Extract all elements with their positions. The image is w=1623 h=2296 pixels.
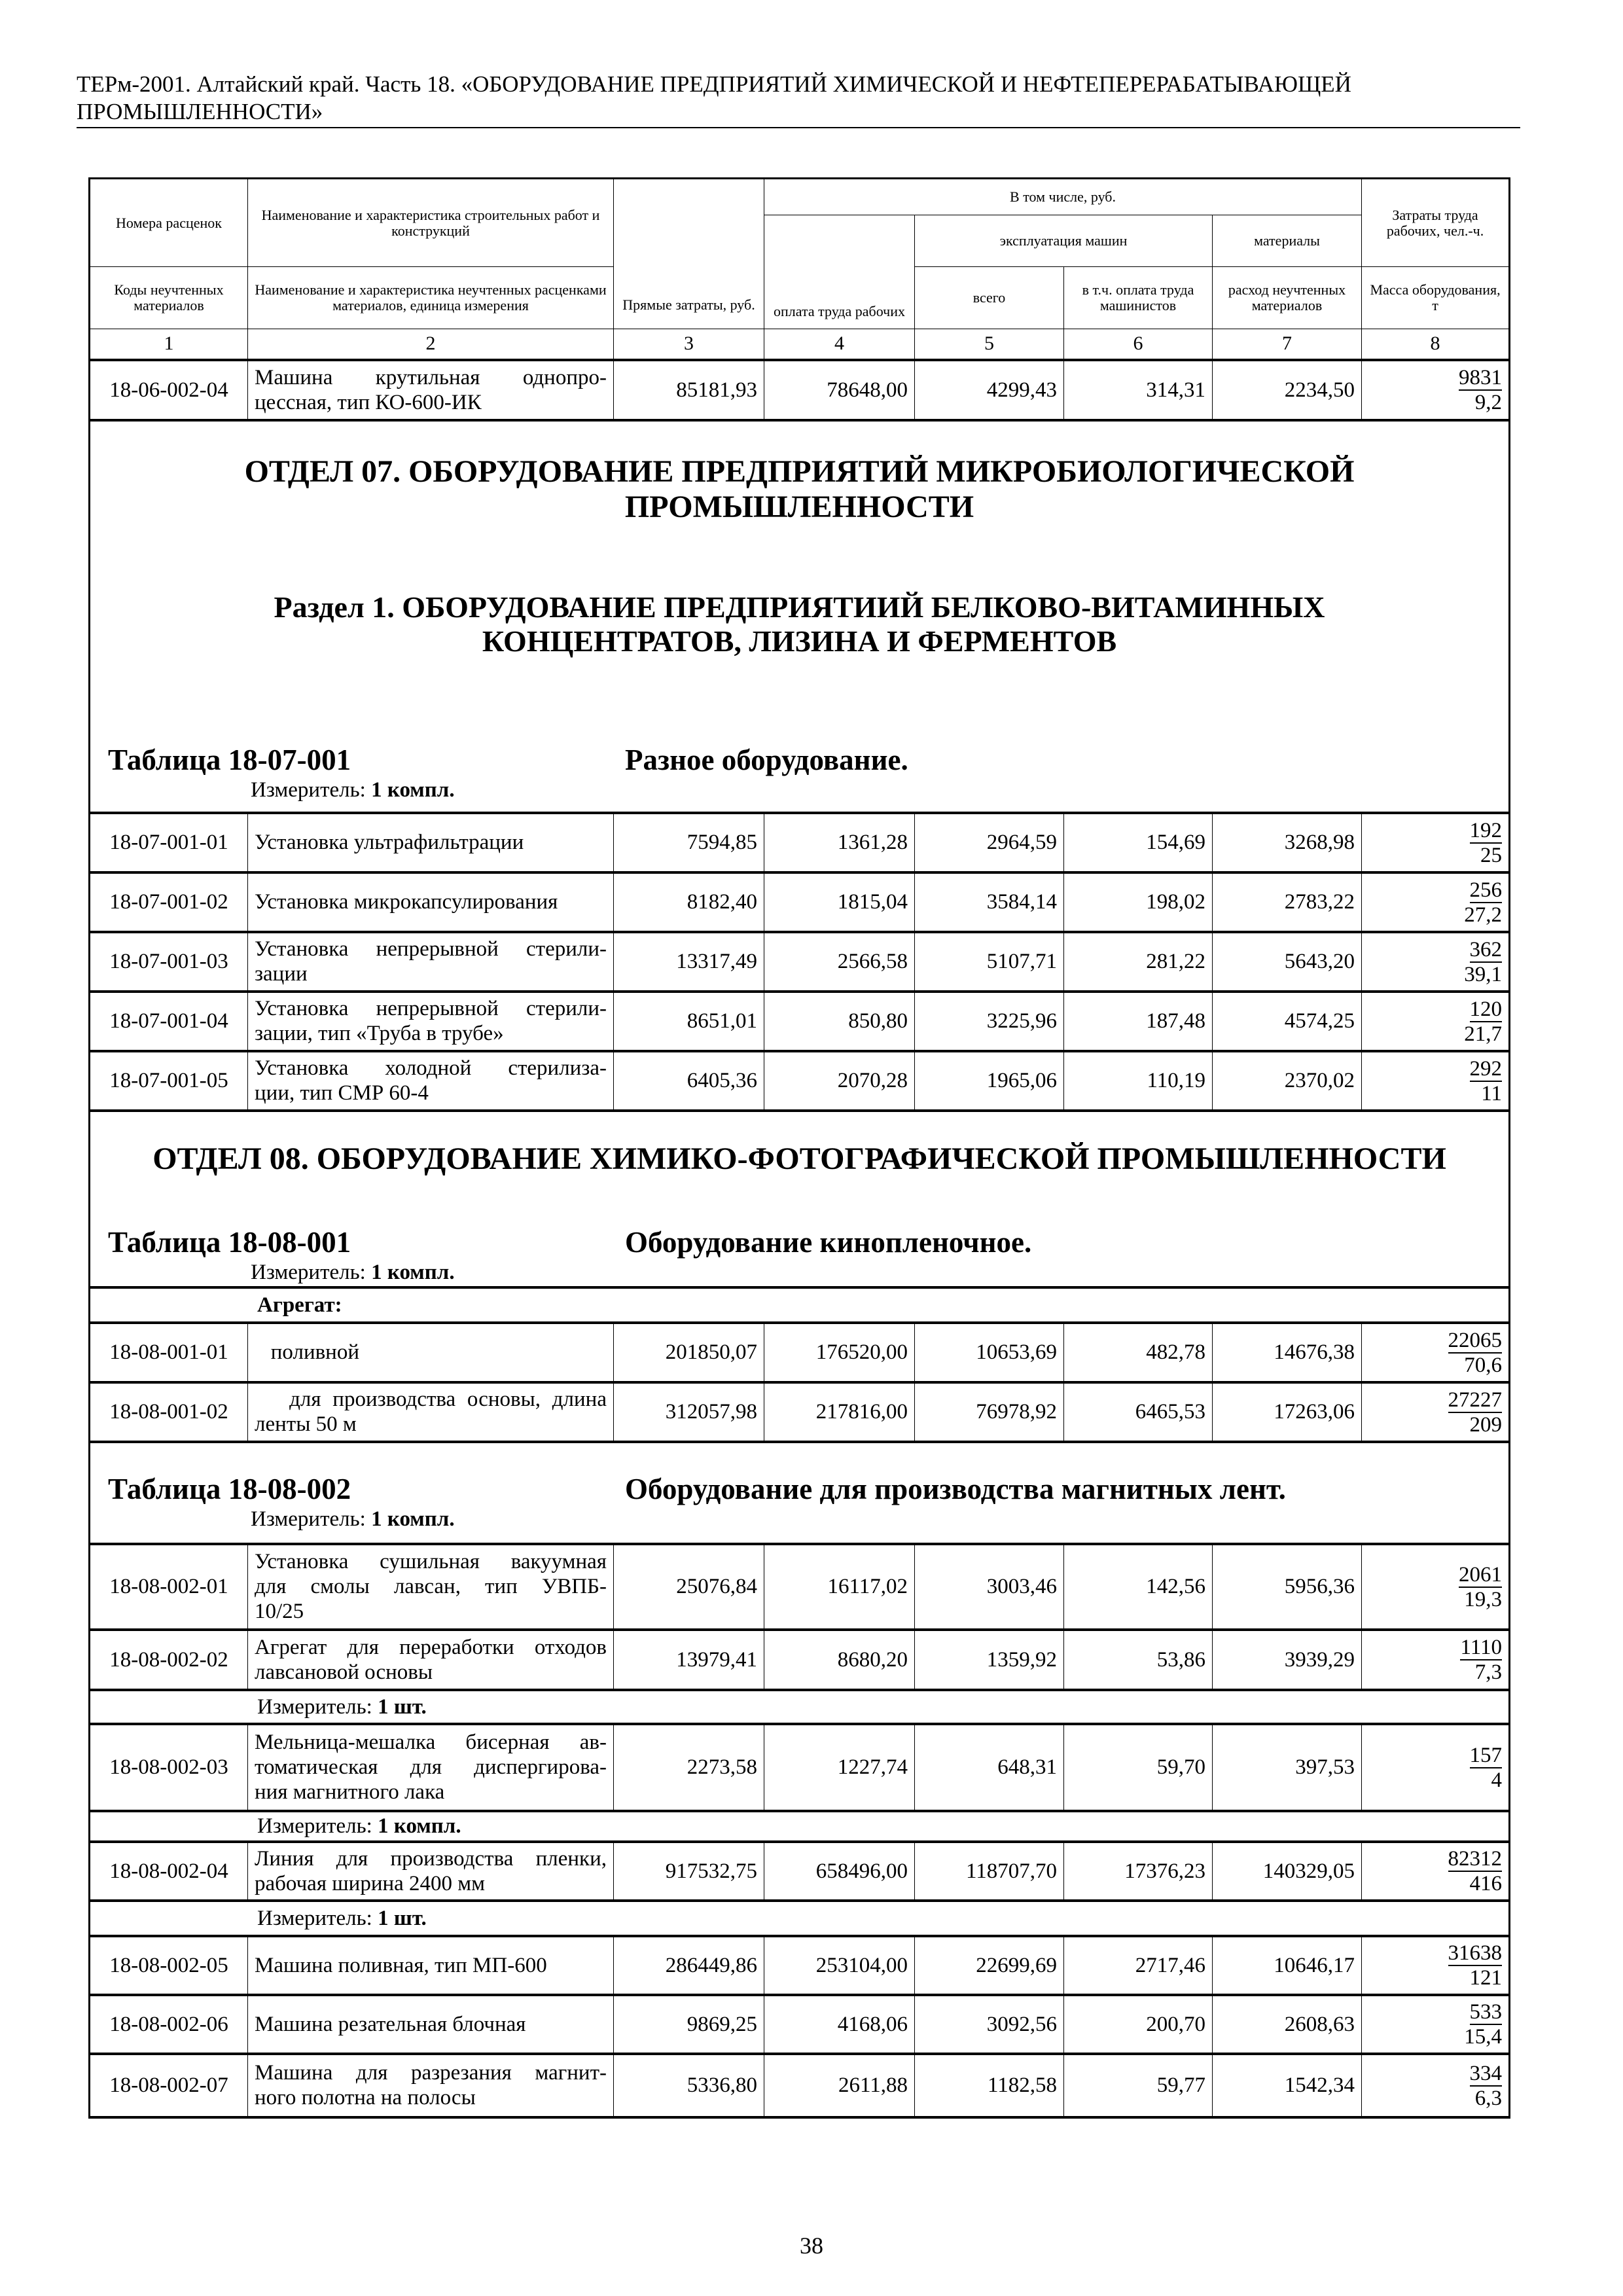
machines-total-value: 3092,56 — [915, 1995, 1064, 2054]
worker-pay-value: 658496,00 — [764, 1842, 915, 1901]
materials-value: 2234,50 — [1213, 360, 1362, 420]
header-materials: материалы — [1213, 215, 1362, 267]
labor-mass-cell — [1362, 1051, 1510, 1111]
rate-name-line: 10/25 — [255, 1600, 304, 1623]
rate-name-line: поливной — [255, 1340, 360, 1364]
block-row — [90, 1442, 1510, 1544]
labor-value — [1368, 937, 1502, 963]
unit-of-measure-cell — [90, 1690, 1510, 1724]
header-machines: эксплуатация машин — [915, 215, 1213, 267]
rates-table — [88, 177, 1510, 2119]
header-machines-total: всего — [915, 267, 1064, 329]
group-row — [90, 1287, 1510, 1323]
rate-code: 18-08-001-01 — [90, 1323, 248, 1382]
table-row — [90, 1842, 1510, 1901]
mass-value: 9,2 — [1474, 391, 1503, 414]
unit-label: Измеритель: — [251, 1507, 366, 1531]
table-row — [90, 1051, 1510, 1111]
unit-of-measure — [90, 776, 1508, 804]
dept-heading-line: ПРОМЫШЛЕННОСТИ — [624, 489, 974, 524]
labor-value — [1368, 1056, 1502, 1082]
materials-value: 2608,63 — [1213, 1995, 1362, 2054]
table-number: Таблица 18-08-002 — [108, 1472, 351, 1505]
rate-name-line: Установка непрерывной стерили- — [255, 937, 607, 961]
labor-mass-cell — [1362, 1323, 1510, 1382]
table-title: Оборудование для производства магнитных лент. — [625, 1472, 1286, 1505]
materials-value: 2370,02 — [1213, 1051, 1362, 1111]
worker-pay-value: 2566,58 — [764, 932, 915, 992]
header-equipment-mass: Масса оборудования, т — [1362, 267, 1510, 329]
rate-name-line: Машина крутильная однопро- — [255, 365, 607, 389]
worker-pay-value: 217816,00 — [764, 1382, 915, 1442]
table-number: Таблица 18-07-001 — [108, 743, 351, 776]
labor-value — [1368, 1941, 1502, 1966]
rate-name-line: Установка микрокапсулирования — [255, 890, 558, 914]
machinist-pay-value: 53,86 — [1064, 1630, 1213, 1690]
labor-value-text: 192 — [1469, 818, 1503, 842]
unit-label: Измеритель: — [251, 778, 366, 802]
rate-name — [248, 1936, 614, 1995]
rate-code: 18-08-002-02 — [90, 1630, 248, 1690]
machines-total-value: 10653,69 — [915, 1323, 1064, 1382]
rate-name-line: для смолы лавсан, тип УВПБ- — [255, 1575, 607, 1598]
dept-heading-line: ОТДЕЛ 07. ОБОРУДОВАНИЕ ПРЕДПРИЯТИЙ МИКРОБИОЛОГИЧЕСКОЙ — [244, 454, 1355, 489]
materials-value: 3939,29 — [1213, 1630, 1362, 1690]
labor-mass-cell — [1362, 360, 1510, 420]
column-index-2: 2 — [248, 329, 614, 360]
rate-name — [248, 813, 614, 872]
machines-total-value: 4299,43 — [915, 360, 1064, 420]
column-index-8: 8 — [1362, 329, 1510, 360]
column-index-4: 4 — [764, 329, 915, 360]
rate-name — [248, 1724, 614, 1811]
rate-name — [248, 992, 614, 1051]
labor-mass-cell — [1362, 813, 1510, 872]
rate-name-line: Машина поливная, тип МП-600 — [255, 1953, 547, 1977]
column-index-1: 1 — [90, 329, 248, 360]
unit-of-measure-cell — [90, 1811, 1510, 1842]
header-material-consumption: расход неучтенных материалов — [1213, 267, 1362, 329]
unit-value: 1 компл. — [378, 1814, 461, 1838]
worker-pay-value: 850,80 — [764, 992, 915, 1051]
labor-mass-cell — [1362, 2054, 1510, 2117]
rate-code: 18-07-001-02 — [90, 872, 248, 932]
labor-value-text: 292 — [1469, 1056, 1503, 1081]
rate-code: 18-07-001-03 — [90, 932, 248, 992]
unit-value: 1 компл. — [371, 1260, 455, 1284]
labor-value-text: 362 — [1469, 937, 1503, 961]
table-row — [90, 1936, 1510, 1995]
labor-value-text: 256 — [1469, 878, 1503, 902]
section-block — [90, 1442, 1510, 1544]
unit-of-measure-cell — [90, 1901, 1510, 1936]
rate-name-line: ленты 50 м — [255, 1412, 357, 1436]
mass-value: 70,6 — [1464, 1353, 1503, 1377]
worker-pay-value: 78648,00 — [764, 360, 915, 420]
worker-pay-value: 176520,00 — [764, 1323, 915, 1382]
header-row-1 — [90, 179, 1510, 215]
rate-name-line: Установка непрерывной стерили- — [255, 997, 607, 1020]
block-row — [90, 1111, 1510, 1287]
header-machinist-pay: в т.ч. оплата труда машинистов — [1064, 267, 1213, 329]
labor-mass-cell — [1362, 872, 1510, 932]
labor-value-text: 9831 — [1459, 366, 1503, 389]
table-row — [90, 1382, 1510, 1442]
labor-value-text: 2061 — [1459, 1562, 1503, 1587]
labor-value — [1368, 818, 1502, 844]
machinist-pay-value: 154,69 — [1064, 813, 1213, 872]
rate-code: 18-08-002-03 — [90, 1724, 248, 1811]
labor-value-text: 27227 — [1448, 1388, 1503, 1412]
direct-costs-value: 13979,41 — [614, 1630, 764, 1690]
unit-value: 1 шт. — [378, 1906, 427, 1930]
rate-name — [248, 1323, 614, 1382]
labor-value — [1368, 1328, 1502, 1354]
rate-code: 18-08-002-05 — [90, 1936, 248, 1995]
labor-value — [1368, 1388, 1502, 1413]
direct-costs-value: 13317,49 — [614, 932, 764, 992]
mass-value: 21,7 — [1464, 1022, 1503, 1046]
mass-value: 15,4 — [1464, 2025, 1503, 2049]
worker-pay-value: 1227,74 — [764, 1724, 915, 1811]
worker-pay-value: 1815,04 — [764, 872, 915, 932]
labor-mass-cell — [1362, 1936, 1510, 1995]
table-row — [90, 360, 1510, 420]
machinist-pay-value: 59,70 — [1064, 1724, 1213, 1811]
rate-name-line: Установка холодной стерилиза- — [255, 1056, 607, 1080]
rate-name-line: Линия для производства пленки, — [255, 1846, 607, 1871]
labor-mass-cell — [1362, 1630, 1510, 1690]
rate-name-line: Агрегат для переработки отходов — [255, 1635, 607, 1659]
table-heading — [90, 744, 1508, 776]
table-heading — [90, 1473, 1508, 1505]
unit-of-measure — [97, 1812, 1502, 1840]
materials-value: 140329,05 — [1213, 1842, 1362, 1901]
direct-costs-value: 7594,85 — [614, 813, 764, 872]
rate-name — [248, 1382, 614, 1442]
rate-name — [248, 360, 614, 420]
dept-heading-line: ОТДЕЛ 08. ОБОРУДОВАНИЕ ХИМИКО-ФОТОГРАФИЧЕСКОЙ ПРОМЫШЛЕННОСТИ — [152, 1141, 1446, 1176]
rate-name — [248, 1630, 614, 1690]
rate-name-line: ного полотна на полосы — [255, 2086, 476, 2109]
table-row — [90, 1323, 1510, 1382]
materials-value: 397,53 — [1213, 1724, 1362, 1811]
labor-value-text: 82312 — [1448, 1847, 1503, 1871]
rate-name — [248, 2054, 614, 2117]
mass-value: 27,2 — [1464, 903, 1503, 927]
labor-value — [1368, 878, 1502, 903]
machines-total-value: 1182,58 — [915, 2054, 1064, 2117]
labor-value — [1368, 1635, 1502, 1660]
rate-name — [248, 932, 614, 992]
materials-value: 14676,38 — [1213, 1323, 1362, 1382]
rate-code: 18-07-001-05 — [90, 1051, 248, 1111]
rate-name — [248, 1544, 614, 1630]
labor-mass-cell — [1362, 1842, 1510, 1901]
direct-costs-value: 2273,58 — [614, 1724, 764, 1811]
table-row — [90, 1995, 1510, 2054]
unit-of-measure — [90, 1259, 1508, 1286]
machines-total-value: 118707,70 — [915, 1842, 1064, 1901]
labor-mass-cell — [1362, 992, 1510, 1051]
mass-value: 4 — [1491, 1768, 1503, 1792]
direct-costs-value: 917532,75 — [614, 1842, 764, 1901]
rate-name — [248, 1995, 614, 2054]
rate-name-line: ции, тип СМР 60-4 — [255, 1081, 429, 1105]
unit-value: 1 компл. — [371, 1507, 455, 1531]
block-row — [90, 420, 1510, 813]
labor-mass-cell — [1362, 1724, 1510, 1811]
unit-of-measure — [97, 1905, 1502, 1932]
running-header-line-1: ТЕРм-2001. Алтайский край. Часть 18. «ОБОРУДОВАНИЕ ПРЕДПРИЯТИЙ ХИМИЧЕСКОЙ И НЕФТЕПЕРЕРАБАТЫВАЮЩЕЙ — [77, 71, 1351, 97]
machinist-pay-value: 6465,53 — [1064, 1382, 1213, 1442]
rate-name-line: зации — [255, 962, 308, 986]
table-title: Разное оборудование. — [625, 743, 908, 776]
section-block — [90, 420, 1510, 813]
rate-name-line: томатическая для диспергирова- — [255, 1755, 607, 1779]
labor-value — [1368, 2061, 1502, 2087]
unit-label: Измеритель: — [257, 1906, 372, 1930]
worker-pay-value: 253104,00 — [764, 1936, 915, 1995]
table-row — [90, 1724, 1510, 1811]
labor-value-text: 22065 — [1448, 1328, 1503, 1352]
rate-name — [248, 872, 614, 932]
labor-value — [1368, 1846, 1502, 1872]
rate-code: 18-08-002-01 — [90, 1544, 248, 1630]
rate-code: 18-08-002-04 — [90, 1842, 248, 1901]
table-row — [90, 1630, 1510, 1690]
machinist-pay-value: 142,56 — [1064, 1544, 1213, 1630]
mass-value: 121 — [1469, 1966, 1503, 1990]
rate-name-line: лавсановой основы — [255, 1660, 433, 1684]
labor-value — [1368, 1743, 1502, 1768]
machines-total-value: 3003,46 — [915, 1544, 1064, 1630]
header-worker-pay: оплата труда рабочих — [764, 215, 915, 329]
header-labor-costs: Затраты труда рабочих, чел.-ч. — [1362, 179, 1510, 267]
direct-costs-value: 6405,36 — [614, 1051, 764, 1111]
rate-name-line: Установка сушильная вакуумная — [255, 1550, 607, 1573]
mass-value: 25 — [1480, 843, 1503, 867]
machines-total-value: 2964,59 — [915, 813, 1064, 872]
labor-value-text: 533 — [1469, 2000, 1503, 2024]
labor-value — [1368, 997, 1502, 1022]
unit-value: 1 компл. — [371, 778, 455, 802]
rate-code: 18-08-001-02 — [90, 1382, 248, 1442]
worker-pay-value: 2611,88 — [764, 2054, 915, 2117]
labor-value-text: 334 — [1469, 2061, 1503, 2085]
labor-mass-cell — [1362, 1382, 1510, 1442]
materials-value: 4574,25 — [1213, 992, 1362, 1051]
running-header-line-2: ПРОМЫШЛЕННОСТИ» — [77, 99, 323, 124]
labor-mass-cell — [1362, 1544, 1510, 1630]
materials-value: 17263,06 — [1213, 1382, 1362, 1442]
table-number: Таблица 18-08-001 — [108, 1225, 351, 1259]
worker-pay-value: 4168,06 — [764, 1995, 915, 2054]
rate-name-line: Мельница-мешалка бисерная ав- — [255, 1731, 607, 1754]
group-label-cell — [90, 1287, 1510, 1323]
labor-value — [1368, 1562, 1502, 1588]
table-title: Оборудование кинопленочное. — [625, 1225, 1032, 1259]
labor-mass-cell — [1362, 1995, 1510, 2054]
worker-pay-value: 2070,28 — [764, 1051, 915, 1111]
department-heading — [90, 1141, 1508, 1177]
unit-label: Измеритель: — [251, 1260, 366, 1284]
running-header — [77, 71, 1520, 126]
table-heading — [90, 1226, 1508, 1259]
section-block — [90, 1111, 1510, 1287]
machinist-pay-value: 2717,46 — [1064, 1936, 1213, 1995]
machines-total-value: 76978,92 — [915, 1382, 1064, 1442]
section-heading-line: Раздел 1. ОБОРУДОВАНИЕ ПРЕДПРИЯТИИЙ БЕЛКОВО-ВИТАМИННЫХ — [274, 590, 1325, 624]
section-heading-line: КОНЦЕНТРАТОВ, ЛИЗИНА И ФЕРМЕНТОВ — [482, 624, 1117, 658]
machinist-pay-value: 281,22 — [1064, 932, 1213, 992]
header-work-name: Наименование и характеристика строительных работ и конструкций — [248, 179, 614, 267]
labor-value-text: 1110 — [1460, 1636, 1503, 1659]
mass-value: 39,1 — [1464, 962, 1503, 986]
machinist-pay-value: 482,78 — [1064, 1323, 1213, 1382]
rate-code: 18-07-001-04 — [90, 992, 248, 1051]
labor-value — [1368, 365, 1502, 391]
labor-value-text: 120 — [1469, 997, 1503, 1021]
machines-total-value: 3225,96 — [915, 992, 1064, 1051]
direct-costs-value: 312057,98 — [614, 1382, 764, 1442]
column-index-7: 7 — [1213, 329, 1362, 360]
group-label — [97, 1291, 1502, 1319]
machines-total-value: 22699,69 — [915, 1936, 1064, 1995]
labor-value-text: 31638 — [1448, 1941, 1503, 1965]
machinist-pay-value: 200,70 — [1064, 1995, 1213, 2054]
mass-value: 7,3 — [1474, 1660, 1503, 1684]
table-row — [90, 2054, 1510, 2117]
machinist-pay-value: 17376,23 — [1064, 1842, 1213, 1901]
direct-costs-value: 201850,07 — [614, 1323, 764, 1382]
direct-costs-value: 9869,25 — [614, 1995, 764, 2054]
rate-name — [248, 1842, 614, 1901]
materials-value: 1542,34 — [1213, 2054, 1362, 2117]
worker-pay-value: 1361,28 — [764, 813, 915, 872]
rate-name-line: рабочая ширина 2400 мм — [255, 1871, 486, 1895]
unit-of-measure — [90, 1505, 1508, 1533]
header-index-row — [90, 329, 1510, 360]
direct-costs-value: 25076,84 — [614, 1544, 764, 1630]
unit-of-measure — [97, 1693, 1502, 1721]
unit-label: Измеритель: — [257, 1814, 372, 1838]
labor-mass-cell — [1362, 932, 1510, 992]
materials-value: 3268,98 — [1213, 813, 1362, 872]
machines-total-value: 1965,06 — [915, 1051, 1064, 1111]
column-index-5: 5 — [915, 329, 1064, 360]
direct-costs-value: 85181,93 — [614, 360, 764, 420]
mass-value: 19,3 — [1464, 1587, 1503, 1611]
rate-code: 18-07-001-01 — [90, 813, 248, 872]
rate-name-line: для производства основы, длина — [255, 1388, 607, 1411]
materials-value: 5643,20 — [1213, 932, 1362, 992]
unit-value: 1 шт. — [378, 1695, 427, 1719]
materials-value: 2783,22 — [1213, 872, 1362, 932]
column-index-6: 6 — [1064, 329, 1213, 360]
header-material-codes: Коды неучтенных материалов — [90, 267, 248, 329]
worker-pay-value: 8680,20 — [764, 1630, 915, 1690]
machines-total-value: 5107,71 — [915, 932, 1064, 992]
machinist-pay-value: 314,31 — [1064, 360, 1213, 420]
rate-name-line: цессная, тип КО-600-ИК — [255, 390, 482, 414]
rate-name-line: ния магнитного лака — [255, 1780, 445, 1804]
measure-row — [90, 1901, 1510, 1936]
direct-costs-value: 5336,80 — [614, 2054, 764, 2117]
section-heading — [90, 590, 1508, 658]
materials-value: 10646,17 — [1213, 1936, 1362, 1995]
measure-row — [90, 1811, 1510, 1842]
page-number: 38 — [800, 2233, 823, 2259]
rate-name — [248, 1051, 614, 1111]
group-label-text: Агрегат: — [257, 1293, 342, 1317]
rate-code: 18-08-002-06 — [90, 1995, 248, 2054]
machinist-pay-value: 198,02 — [1064, 872, 1213, 932]
mass-value: 209 — [1469, 1412, 1503, 1437]
header-rule — [77, 127, 1520, 128]
rate-code: 18-08-002-07 — [90, 2054, 248, 2117]
machines-total-value: 3584,14 — [915, 872, 1064, 932]
worker-pay-value: 16117,02 — [764, 1544, 915, 1630]
header-rate-numbers: Номера расценок — [90, 179, 248, 267]
machinist-pay-value: 110,19 — [1064, 1051, 1213, 1111]
machines-total-value: 1359,92 — [915, 1630, 1064, 1690]
table-row — [90, 932, 1510, 992]
mass-value: 11 — [1481, 1081, 1503, 1105]
mass-value: 416 — [1469, 1872, 1503, 1895]
machinist-pay-value: 59,77 — [1064, 2054, 1213, 2117]
rate-name-line: Машина для разрезания магнит- — [255, 2061, 607, 2085]
rate-name-line: зации, тип «Труба в трубе» — [255, 1022, 504, 1045]
table-row — [90, 813, 1510, 872]
direct-costs-value: 8182,40 — [614, 872, 764, 932]
mass-value: 6,3 — [1474, 2086, 1503, 2110]
table-row — [90, 1544, 1510, 1630]
rate-name-line: Установка ультрафильтрации — [255, 831, 524, 854]
header-direct-costs: Прямые затраты, руб. — [614, 179, 764, 329]
materials-value: 5956,36 — [1213, 1544, 1362, 1630]
header-including: В том числе, руб. — [764, 179, 1362, 215]
table-row — [90, 872, 1510, 932]
labor-value — [1368, 2000, 1502, 2025]
department-heading — [90, 454, 1508, 525]
machines-total-value: 648,31 — [915, 1724, 1064, 1811]
column-index-3: 3 — [614, 329, 764, 360]
rate-code: 18-06-002-04 — [90, 360, 248, 420]
table-row — [90, 992, 1510, 1051]
measure-row — [90, 1690, 1510, 1724]
direct-costs-value: 286449,86 — [614, 1936, 764, 1995]
header-material-name: Наименование и характеристика неучтенных расценками материалов, единица измерения — [248, 267, 614, 329]
machinist-pay-value: 187,48 — [1064, 992, 1213, 1051]
direct-costs-value: 8651,01 — [614, 992, 764, 1051]
labor-value-text: 157 — [1469, 1743, 1503, 1767]
unit-label: Измеритель: — [257, 1695, 372, 1719]
rate-name-line: Машина резательная блочная — [255, 2012, 526, 2036]
